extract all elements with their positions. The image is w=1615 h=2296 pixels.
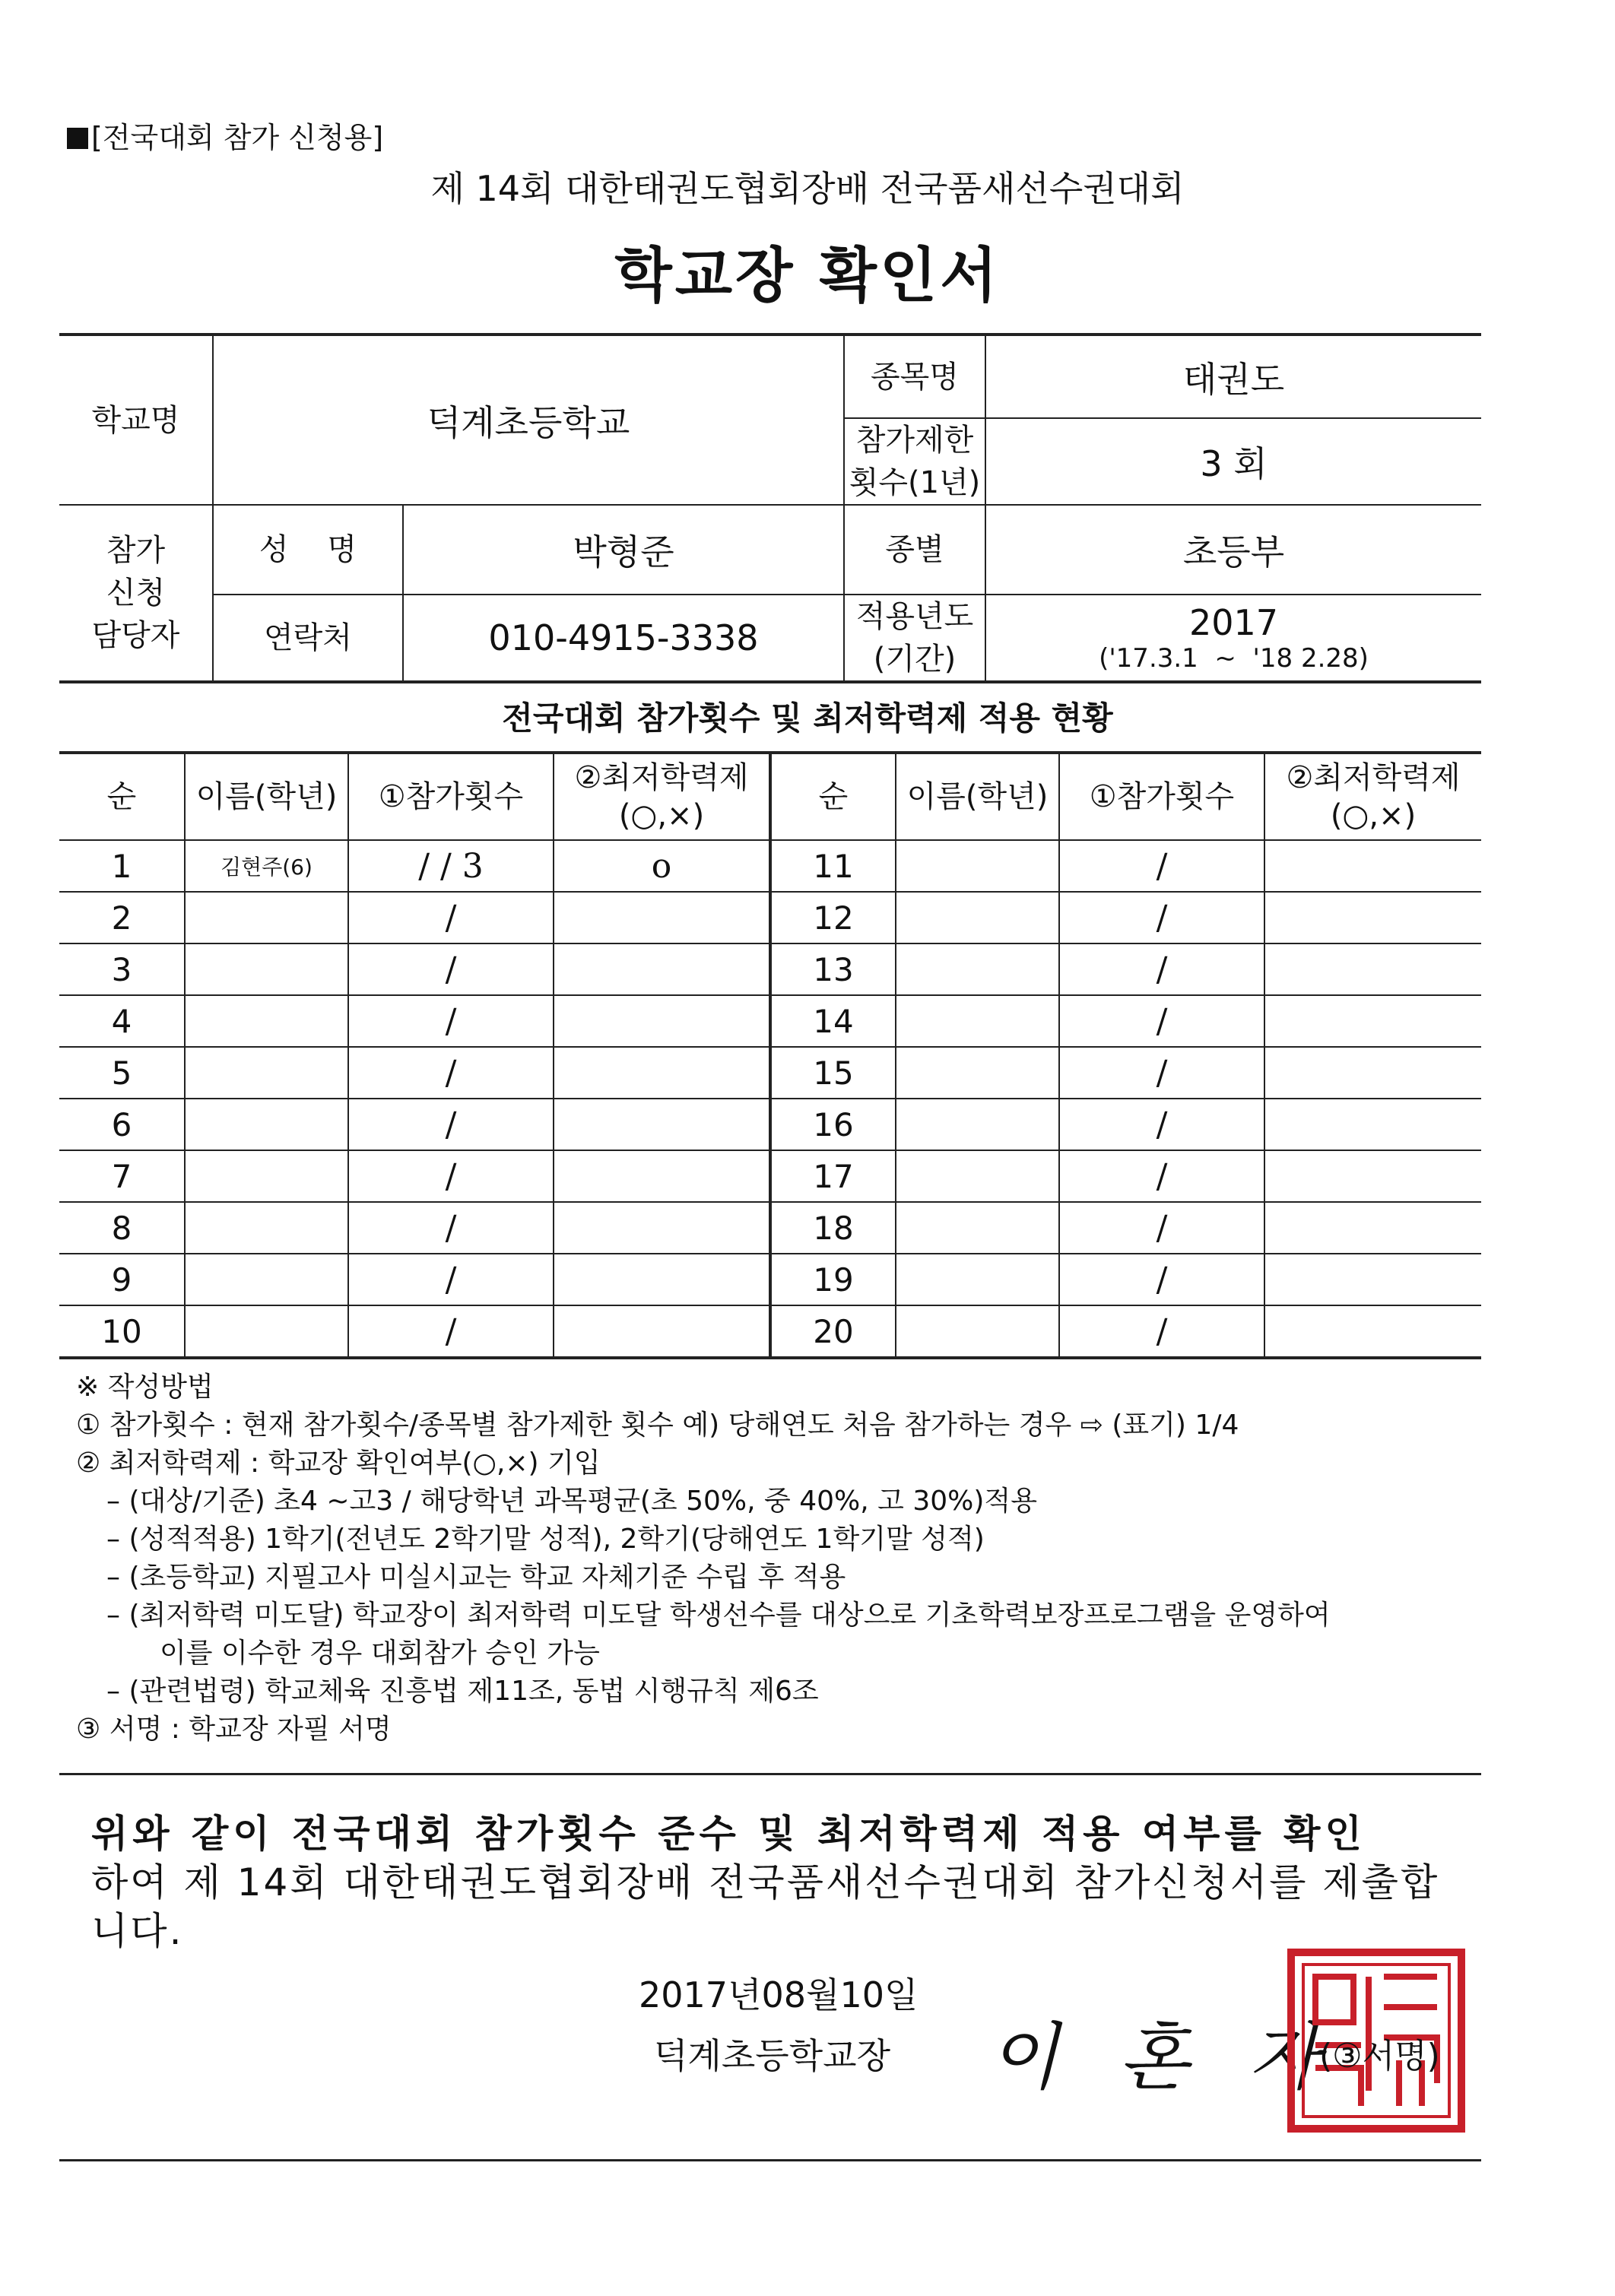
participation-count: / xyxy=(1059,840,1264,892)
academic-check: o xyxy=(554,840,770,892)
academic-check xyxy=(554,1099,770,1150)
academic-check xyxy=(554,1150,770,1202)
academic-check xyxy=(1264,1254,1481,1305)
student-name xyxy=(896,1150,1059,1202)
row-no: 12 xyxy=(770,892,896,943)
row-no: 11 xyxy=(770,840,896,892)
row-no: 8 xyxy=(59,1202,185,1254)
student-name xyxy=(185,1047,348,1099)
academic-check xyxy=(1264,943,1481,995)
submission-date: 2017년08월10일 xyxy=(639,1974,919,2015)
instructions xyxy=(76,1368,1490,1749)
roster-header-row xyxy=(59,753,1481,840)
academic-check xyxy=(554,1047,770,1099)
student-name xyxy=(185,1254,348,1305)
participation-count: / xyxy=(1059,943,1264,995)
header-no: 순 xyxy=(770,753,896,840)
participation-count: / xyxy=(1059,1202,1264,1254)
roster-section-title: 전국대회 참가횟수 및 최저학력제 적용 현황 xyxy=(502,699,1113,737)
academic-check xyxy=(554,1254,770,1305)
row-no: 7 xyxy=(59,1150,185,1202)
school-label: 학교명 xyxy=(59,335,213,505)
row-no: 16 xyxy=(770,1099,896,1150)
participation-count: / xyxy=(348,892,554,943)
participation-count: / / 3 xyxy=(348,840,554,892)
participation-count: / xyxy=(1059,1305,1264,1358)
participation-count: / xyxy=(1059,1254,1264,1305)
principal-title: 덕계초등학교장 xyxy=(654,2035,891,2076)
student-name xyxy=(185,1150,348,1202)
student-name xyxy=(185,1202,348,1254)
instruction-line: – (최저학력 미도달) 학교장이 최저학력 미도달 학생선수를 대상으로 기초학력보장프로그램을 운영하여 xyxy=(106,1600,1331,1631)
student-name xyxy=(185,892,348,943)
student-name xyxy=(185,943,348,995)
academic-check xyxy=(1264,1305,1481,1358)
instruction-line: – (대상/기준) 초4 ~고3 / 해당학년 과목평균(초 50%, 중 40%, 고 30%)적용 xyxy=(106,1486,1037,1517)
student-name xyxy=(896,892,1059,943)
participation-count: / xyxy=(348,995,554,1047)
student-name xyxy=(896,1254,1059,1305)
row-no: 3 xyxy=(59,943,185,995)
form-type-text: [전국대회 참가 신청용] xyxy=(91,121,384,154)
roster-row xyxy=(59,1047,1481,1099)
row-no: 4 xyxy=(59,995,185,1047)
participation-count: / xyxy=(1059,1099,1264,1150)
student-name xyxy=(896,1202,1059,1254)
divider xyxy=(59,1773,1481,1775)
instruction-line: ① 참가횟수 : 현재 참가횟수/종목별 참가제한 횟수 예) 당해연도 처음 참가하는 경우 ⇨ (표기) 1/4 xyxy=(76,1410,1239,1441)
roster-row xyxy=(59,1202,1481,1254)
student-name xyxy=(896,943,1059,995)
student-name xyxy=(896,1305,1059,1358)
header-academic: ②최저학력제 (○,×) xyxy=(554,753,770,840)
header-no: 순 xyxy=(59,753,185,840)
roster-row xyxy=(59,943,1481,995)
applicant-info-table xyxy=(59,333,1481,683)
row-no: 5 xyxy=(59,1047,185,1099)
document-title: 학교장 확인서 xyxy=(614,242,1001,310)
year-value: 2017 ('17.3.1 ~ '18 2.28) xyxy=(985,595,1481,682)
academic-check xyxy=(1264,1099,1481,1150)
instruction-line: – (초등학교) 지필고사 미실시교는 학교 자체기준 수립 후 적용 xyxy=(106,1562,846,1593)
participation-count: / xyxy=(348,1047,554,1099)
row-no: 20 xyxy=(770,1305,896,1358)
row-no: 6 xyxy=(59,1099,185,1150)
student-name xyxy=(896,1047,1059,1099)
instruction-line: – (성적적용) 1학기(전년도 2학기말 성적), 2학기(당해연도 1학기말 성적) xyxy=(106,1524,985,1555)
name-value: 박형준 xyxy=(403,505,844,595)
declaration-line-1: 위와 같이 전국대회 참가횟수 준수 및 최저학력제 적용 여부를 확인 xyxy=(91,1812,1366,1856)
academic-check xyxy=(1264,995,1481,1047)
competition-title: 제 14회 대한태권도협회장배 전국품새선수권대회 xyxy=(430,168,1185,209)
row-no: 15 xyxy=(770,1047,896,1099)
student-name xyxy=(185,995,348,1047)
row-no: 19 xyxy=(770,1254,896,1305)
participation-count: / xyxy=(1059,995,1264,1047)
limit-label: 참가제한 횟수(1년) xyxy=(844,418,985,505)
declaration xyxy=(91,1809,1475,1955)
academic-check xyxy=(554,943,770,995)
instructions-heading: ※ 작성방법 xyxy=(76,1372,214,1403)
academic-check xyxy=(1264,1202,1481,1254)
phone-value: 010-4915-3338 xyxy=(403,595,844,682)
row-no: 13 xyxy=(770,943,896,995)
student-name xyxy=(896,1099,1059,1150)
square-bullet-icon xyxy=(67,128,88,149)
header-count: ①참가횟수 xyxy=(1059,753,1264,840)
header-name: 이름(학년) xyxy=(896,753,1059,840)
signature-label: (③서명) xyxy=(1319,2037,1440,2076)
participation-count: / xyxy=(1059,892,1264,943)
participation-count: / xyxy=(348,1099,554,1150)
roster-row xyxy=(59,892,1481,943)
row-no: 9 xyxy=(59,1254,185,1305)
division-label: 종별 xyxy=(844,505,985,595)
participation-count: / xyxy=(348,1150,554,1202)
header-count: ①참가횟수 xyxy=(348,753,554,840)
phone-label: 연락처 xyxy=(213,595,403,682)
division-value: 초등부 xyxy=(985,505,1481,595)
academic-check xyxy=(1264,840,1481,892)
academic-check xyxy=(1264,892,1481,943)
instruction-line: 이를 이수한 경우 대회참가 승인 가능 xyxy=(160,1638,600,1669)
roster-row xyxy=(59,1150,1481,1202)
student-name xyxy=(185,1099,348,1150)
declaration-line-2: 하여 제 14회 대한태권도협회장배 전국품새선수권대회 참가신청서를 제출합니다. xyxy=(91,1860,1440,1953)
student-name: 김현주(6) xyxy=(185,840,348,892)
instruction-line: ② 최저학력제 : 학교장 확인여부(○,×) 기입 xyxy=(76,1448,601,1479)
student-name xyxy=(185,1305,348,1358)
roster-row xyxy=(59,840,1481,892)
divider xyxy=(59,2159,1481,2161)
row-no: 2 xyxy=(59,892,185,943)
instruction-line: – (관련법령) 학교체육 진흥법 제11조, 동법 시행규칙 제6조 xyxy=(106,1676,819,1707)
instruction-line: ③ 서명 : 학교장 자필 서명 xyxy=(76,1714,392,1745)
participation-count: / xyxy=(348,943,554,995)
row-no: 18 xyxy=(770,1202,896,1254)
participation-count: / xyxy=(348,1305,554,1358)
participation-count: / xyxy=(1059,1150,1264,1202)
roster-row xyxy=(59,1099,1481,1150)
event-value: 태권도 xyxy=(985,335,1481,418)
roster-row xyxy=(59,1305,1481,1358)
year-label: 적용년도 (기간) xyxy=(844,595,985,682)
participation-count: / xyxy=(348,1254,554,1305)
roster-row xyxy=(59,1254,1481,1305)
student-name xyxy=(896,995,1059,1047)
handwritten-signature: 이 혼 자 xyxy=(988,2015,1338,2100)
academic-check xyxy=(554,1305,770,1358)
header-academic: ②최저학력제 (○,×) xyxy=(1264,753,1481,840)
school-value: 덕계초등학교 xyxy=(213,335,844,505)
participation-count: / xyxy=(1059,1047,1264,1099)
header-name: 이름(학년) xyxy=(185,753,348,840)
academic-check xyxy=(554,995,770,1047)
row-no: 17 xyxy=(770,1150,896,1202)
row-no: 1 xyxy=(59,840,185,892)
event-label: 종목명 xyxy=(844,335,985,418)
participation-count: / xyxy=(348,1202,554,1254)
participation-roster-table xyxy=(59,751,1481,1359)
academic-check xyxy=(554,1202,770,1254)
row-no: 10 xyxy=(59,1305,185,1358)
row-no: 14 xyxy=(770,995,896,1047)
name-label: 성 명 xyxy=(213,505,403,595)
limit-value: 3 회 xyxy=(985,418,1481,505)
student-name xyxy=(896,840,1059,892)
academic-check xyxy=(554,892,770,943)
roster-row xyxy=(59,995,1481,1047)
academic-check xyxy=(1264,1047,1481,1099)
contact-person-label: 참가 신청 담당자 xyxy=(59,505,213,682)
form-type-tag xyxy=(67,114,383,156)
academic-check xyxy=(1264,1150,1481,1202)
